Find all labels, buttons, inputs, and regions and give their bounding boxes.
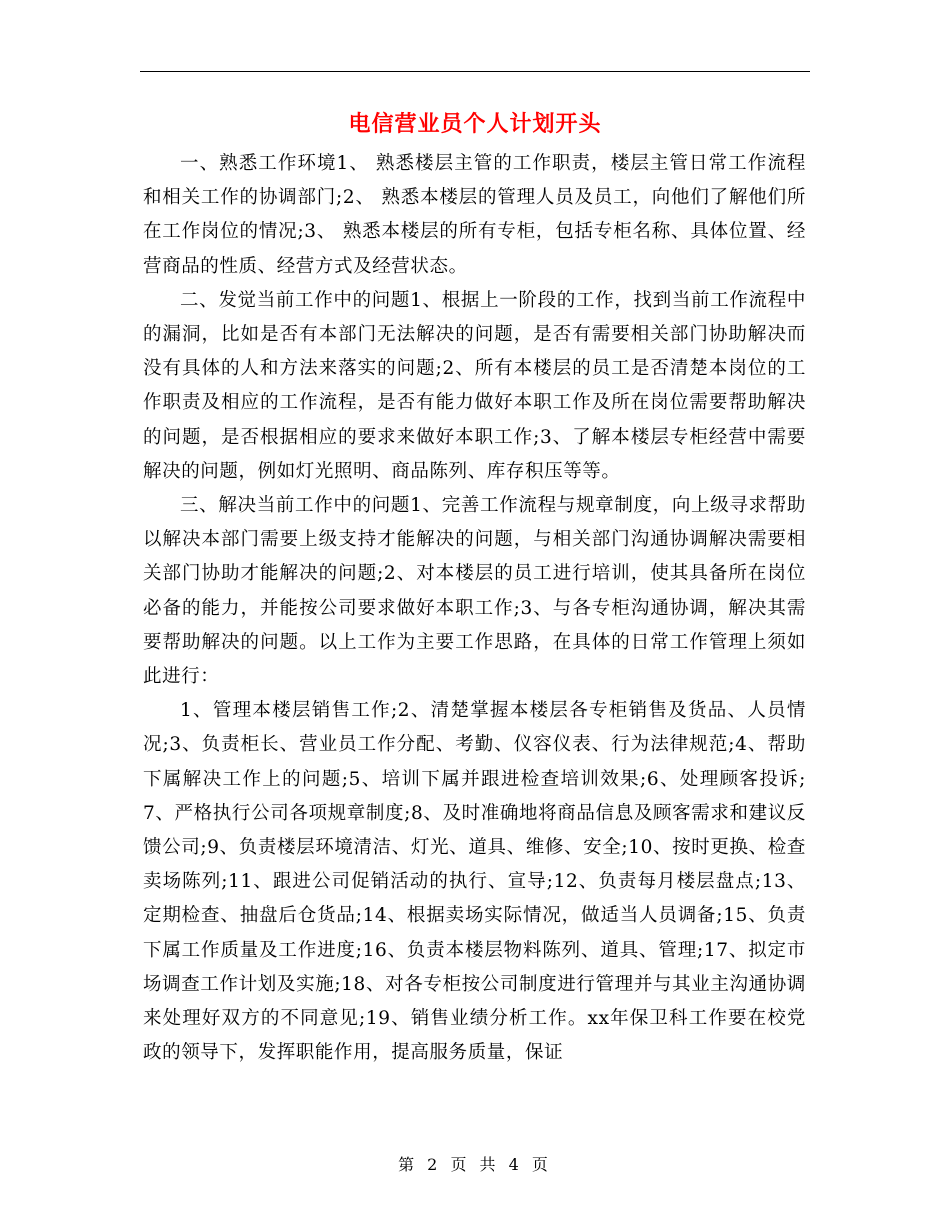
document-title: 电信营业员个人计划开头 [348, 111, 602, 137]
paragraph-solve-problems: 三、解决当前工作中的问题1、完善工作流程与规章制度，向上级寻求帮助以解决本部门需要上级支持才能解决的问题，与相关部门沟通协调解决需要相关部门协助才能解决的问题;2、对本楼层的员工进行培训，使其具备所在岗位必备的能力，并能按公司要求做好本职工作;3、与各专柜沟通协调，解决其需要帮助解决的问题。以上工作为主要工作思路，在具体的日常工作管理上须如此进行： [143, 495, 806, 688]
header-rule [140, 71, 810, 72]
page-number: 第 2 页 共 4 页 [398, 1155, 552, 1174]
paragraph-familiarize-environment: 一、熟悉工作环境1、 熟悉楼层主管的工作职责，楼层主管日常工作流程和相关工作的协调部门;2、 熟悉本楼层的管理人员及员工，向他们了解他们所在工作岗位的情况;3、 熟悉本楼层的所有专柜，包括专柜名称、具体位置、经营商品的性质、经营方式及经营状态。 [143, 153, 806, 277]
paragraph-discover-problems: 二、发觉当前工作中的问题1、根据上一阶段的工作，找到当前工作流程中的漏洞，比如是否有本部门无法解决的问题，是否有需要相关部门协助解决而没有具体的人和方法来落实的问题;2、所有本楼层的员工是否清楚本岗位的工作职责及相应的工作流程，是否有能力做好本职工作及所在岗位需要帮助解决的问题，是否根据相应的要求来做好本职工作;3、了解本楼层专柜经营中需要解决的问题，例如灯光照明、商品陈列、库存积压等等。 [143, 289, 806, 482]
document-body [143, 147, 806, 1070]
paragraph-duty-list: 1、管理本楼层销售工作;2、清楚掌握本楼层各专柜销售及货品、人员情况;3、负责柜长、营业员工作分配、考勤、仪容仪表、行为法律规范;4、帮助下属解决工作上的问题;5、培训下属并跟进检查培训效果;6、处理顾客投诉;7、严格执行公司各项规章制度;8、及时准确地将商品信息及顾客需求和建议反馈公司;9、负责楼层环境清洁、灯光、道具、维修、安全;10、按时更换、检查卖场陈列;11、跟进公司促销活动的执行、宣导;12、负责每月楼层盘点;13、定期检查、抽盘后仓货品;14、根据卖场实际情况，做适当人员调备;15、负责下属工作质量及工作进度;16、负责本楼层物料陈列、道具、管理;17、拟定市场调查工作计划及实施;18、对各专柜按公司制度进行管理并与其业主沟通协调来处理好双方的不同意见;19、销售业绩分析工作。xx年保卫科工作要在校党政的领导下，发挥职能作用，提高服务质量，保证 [143, 700, 806, 1064]
